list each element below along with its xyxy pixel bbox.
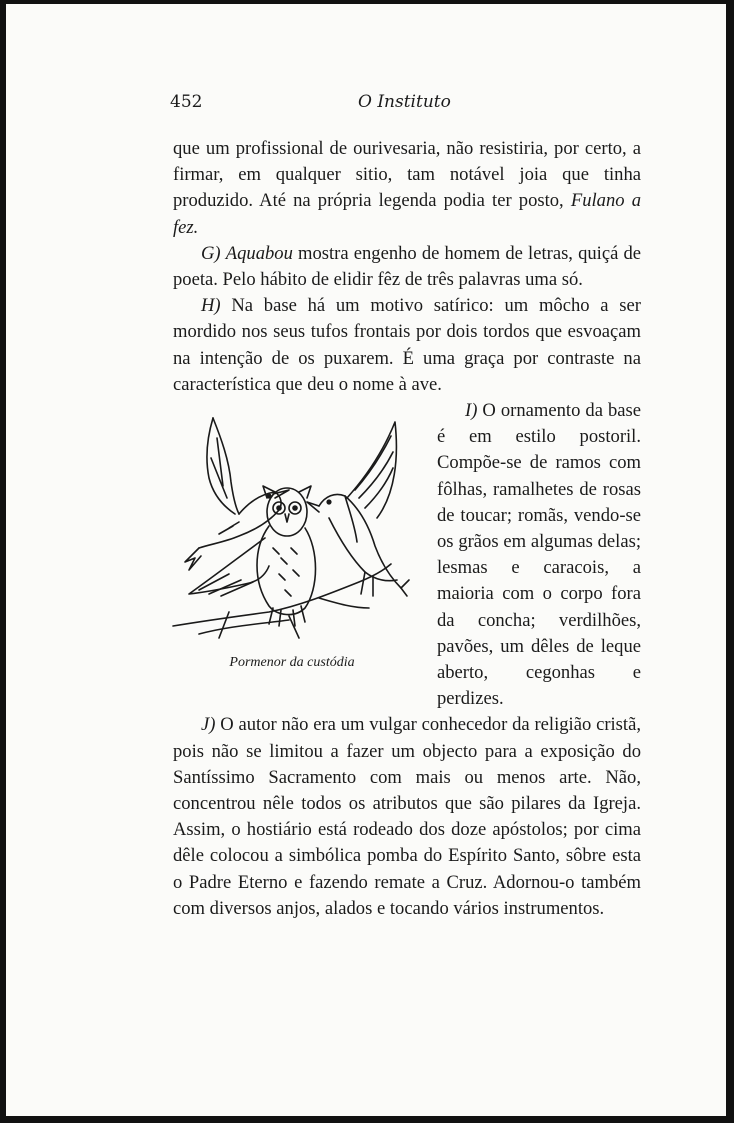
page-header xyxy=(170,92,640,118)
paragraph-j: J) O autor não era um vulgar conhecedor da religião cristã, pois não se limitou a fazer um objecto para a exposição do Santíssimo Sacramento com mais ou menos arte. Não, concentrou nêle todos os atributos que são pilares da Igreja. Assim, o hostiário está rodeado dos doze apóstolos; por cima dêle colocou a simbólica pomba do Espírito Santo, sôbre esta o Padre Eterno e fazendo remate a Cruz. Adornou-o também com diversos anjos, alados e tocando vários instrumentos. xyxy=(173,714,641,919)
figure xyxy=(169,398,431,698)
owl-and-birds-illustration xyxy=(169,398,415,640)
paragraph-h: H) Na base há um motivo satírico: um môcho a ser mordido nos seus tufos frontais por dois tordos que esvoaçam na intenção de os puxarem. É uma graça por contraste na característica que deu o nome à ave. xyxy=(173,295,641,395)
paragraph-i: I) O ornamento da base é em estilo postoril. Compõe-se de ramos com fôlhas, ramalhetes de rosas de toucar; romãs, vendo-se os grãos em algumas delas; lesmas e caracois, a maioria com o corpo fora da concha; verdilhões, pavões, um dêles de leque aberto, cegonhas e perdizes. xyxy=(437,400,641,710)
paragraph-continuation: que um profissional de ourivesaria, não resistiria, por certo, a firmar, em qualquer sitio, tam notável joia que tinha produzido. Até na própria legenda podia ter posto, Fulano a fez. xyxy=(173,138,641,238)
page-number: 452 xyxy=(170,92,203,112)
paragraph-g: G) Aquabou mostra engenho de homem de letras, quiçá de poeta. Pelo hábito de elidir fêz de três palavras uma só. xyxy=(173,242,641,291)
body-text xyxy=(173,136,641,922)
figure-caption: Pormenor da custódia xyxy=(229,655,355,671)
running-title: O Instituto xyxy=(358,92,451,112)
